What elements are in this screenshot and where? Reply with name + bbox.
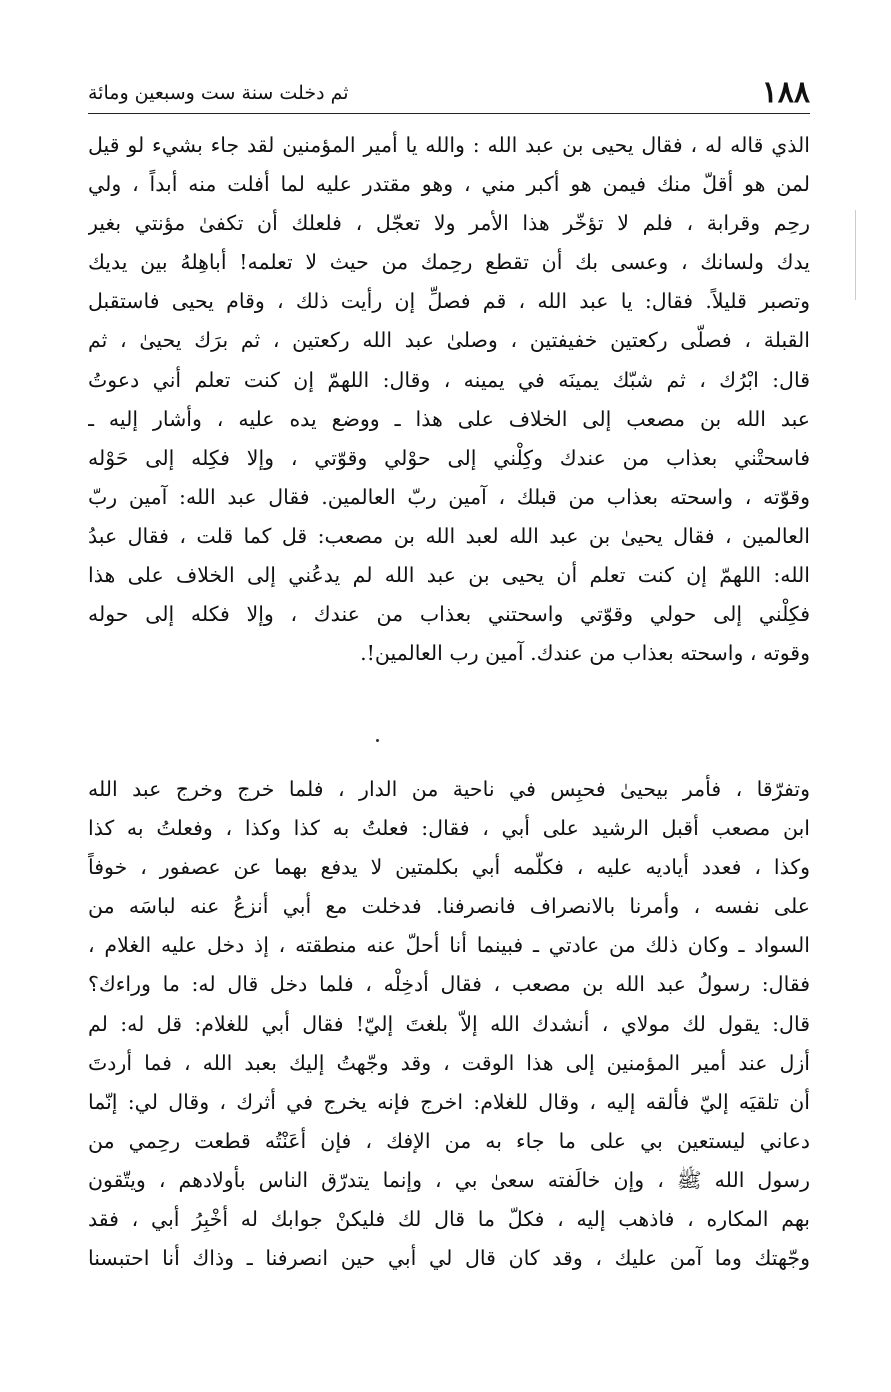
running-title: ثم دخلت سنة ست وسبعين ومائة — [88, 82, 349, 104]
text-line: وقوّته ، واسحته بعذاب من قبلك ، آمين ربّ العالمين. فقال عبد الله: آمين ربّ — [88, 484, 810, 509]
paragraph-2 — [88, 770, 810, 1278]
text-line: فقال: رسولُ عبد الله بن مصعب ، فقال أدخِلْه ، فلما دخل قال له: ما وراءك؟ — [88, 972, 810, 997]
text-line: أزل عند أمير المؤمنين إلى هذا الوقت ، وقد وجّهتُ إليك بعبد الله ، فما أردتَ — [88, 1050, 810, 1075]
separator-dot — [376, 739, 379, 742]
scan-mark — [855, 210, 856, 300]
text-line: فكِلْني إلى حولي وقوّتي واسحتني بعذاب من عندك ، وإلا فكله إلى حوله — [88, 602, 810, 627]
text-line: وكذا ، فعدد أياديه عليه ، فكلّمه أبي بكلمتين لا يدفع بهما عن عصفور ، خوفاً — [88, 855, 810, 880]
text-line: ابن مصعب أقبل الرشيد على أبي ، فقال: فعلتُ به كذا وكذا ، وفعلتُ به كذا — [88, 816, 810, 841]
text-line: على نفسه ، وأمرنا بالانصراف فانصرفنا. فدخلت مع أبي أنزعُ عنه لباسَه من — [88, 894, 810, 919]
text-line: بهم المكاره ، فاذهب إليه ، فكلّ ما قال لك فليكنْ جوابك له أخْبِرُ أبي ، فقد — [88, 1207, 810, 1232]
text-line: الذي قاله له ، فقال يحيى بن عبد الله : والله يا أمير المؤمنين لقد جاء بشيء لو قيل — [88, 133, 810, 157]
page-header — [88, 76, 810, 110]
text-line: رحِم وقرابة ، فلم لا تؤخّر هذا الأمر ولا تعجّل ، فلعلك أن تكفىٰ مؤنتي بغير — [88, 211, 810, 236]
text-line: يدك ولسانك ، وعسى بك أن تقطع رحِمك من حيث لا تعلمه! أباهِلهُ بين يديك — [88, 250, 810, 275]
header-rule — [88, 113, 810, 114]
page-number: ١٨٨ — [761, 75, 810, 110]
text-line: عبد الله بن مصعب إلى الخلاف على هذا ـ ووضع يده عليه ، وأشار إليه ـ — [88, 406, 810, 431]
text-line: لمن هو أقلّ منك فيمن هو أكبر مني ، وهو مقتدر عليه لما أفلت منه أبداً ، ولي — [88, 172, 810, 197]
text-line: وتفرّقا ، فأمر بيحيىٰ فحبِس في ناحية من الدار ، فلما خرج وخرج عبد الله — [88, 777, 810, 801]
text-line: القبلة ، فصلّى ركعتين خفيفتين ، وصلىٰ عبد الله ركعتين ، ثم برَك يحيىٰ ، ثم — [88, 328, 810, 353]
text-line: العالمين ، فقال يحيىٰ بن عبد الله لعبد الله بن مصعب: قل كما قلت ، فقال عبدُ — [88, 523, 810, 548]
text-line: وجّهتك وما آمن عليك ، وقد كان قال لي أبي حين انصرفنا ـ وذاك أنا احتبسنا — [88, 1246, 810, 1271]
text-line: وتصبر قليلاً. فقال: يا عبد الله ، قم فصلِّ إن رأيت ذلك ، وقام يحيى فاستقبل — [88, 289, 810, 314]
text-line: دعاني ليستعين بي على ما جاء به من الإفك ، فإن أعَنْتُه قطعت رحِمي من — [88, 1128, 810, 1153]
text-line: الله: اللهمّ إن كنت تعلم أن يحيى بن عبد الله لم يدعُني إلى الخلاف على هذا — [88, 563, 810, 588]
text-line: وقوته ، واسحته بعذاب من عندك. آمين رب العالمين!. — [360, 641, 810, 666]
text-line: رسول الله ﷺ ، وإن خالَفته سعىٰ بي ، وإنما يتدرّق الناس بأولادهم ، ويتّقون — [88, 1167, 810, 1192]
text-line: فاسحتْني بعذاب من عندك وكِلْني إلى حوْلي وقوّتي ، وإلا فكِله إلى حَوْله — [88, 445, 810, 470]
text-line: السواد ـ وكان ذلك من عادتي ـ فبينما أنا أحلّ عنه منطقته ، إذ دخل عليه الغلام ، — [88, 933, 810, 958]
paragraph-1 — [88, 126, 810, 673]
text-line: قال: يقول لك مولاي ، أنشدك الله إلاّ بلغتَ إليّ! فقال أبي للغلام: قل له: لم — [88, 1011, 810, 1036]
text-line: أن تلقيَه إليّ فألقه إليه ، وقال للغلام: اخرج فإنه يخرج في أثرك ، وقال لي: إنّما — [88, 1089, 810, 1114]
text-line: قال: ابْرُك ، ثم شبّك يمينَه في يمينه ، وقال: اللهمّ إن كنت تعلم أني دعوتُ — [88, 367, 810, 392]
